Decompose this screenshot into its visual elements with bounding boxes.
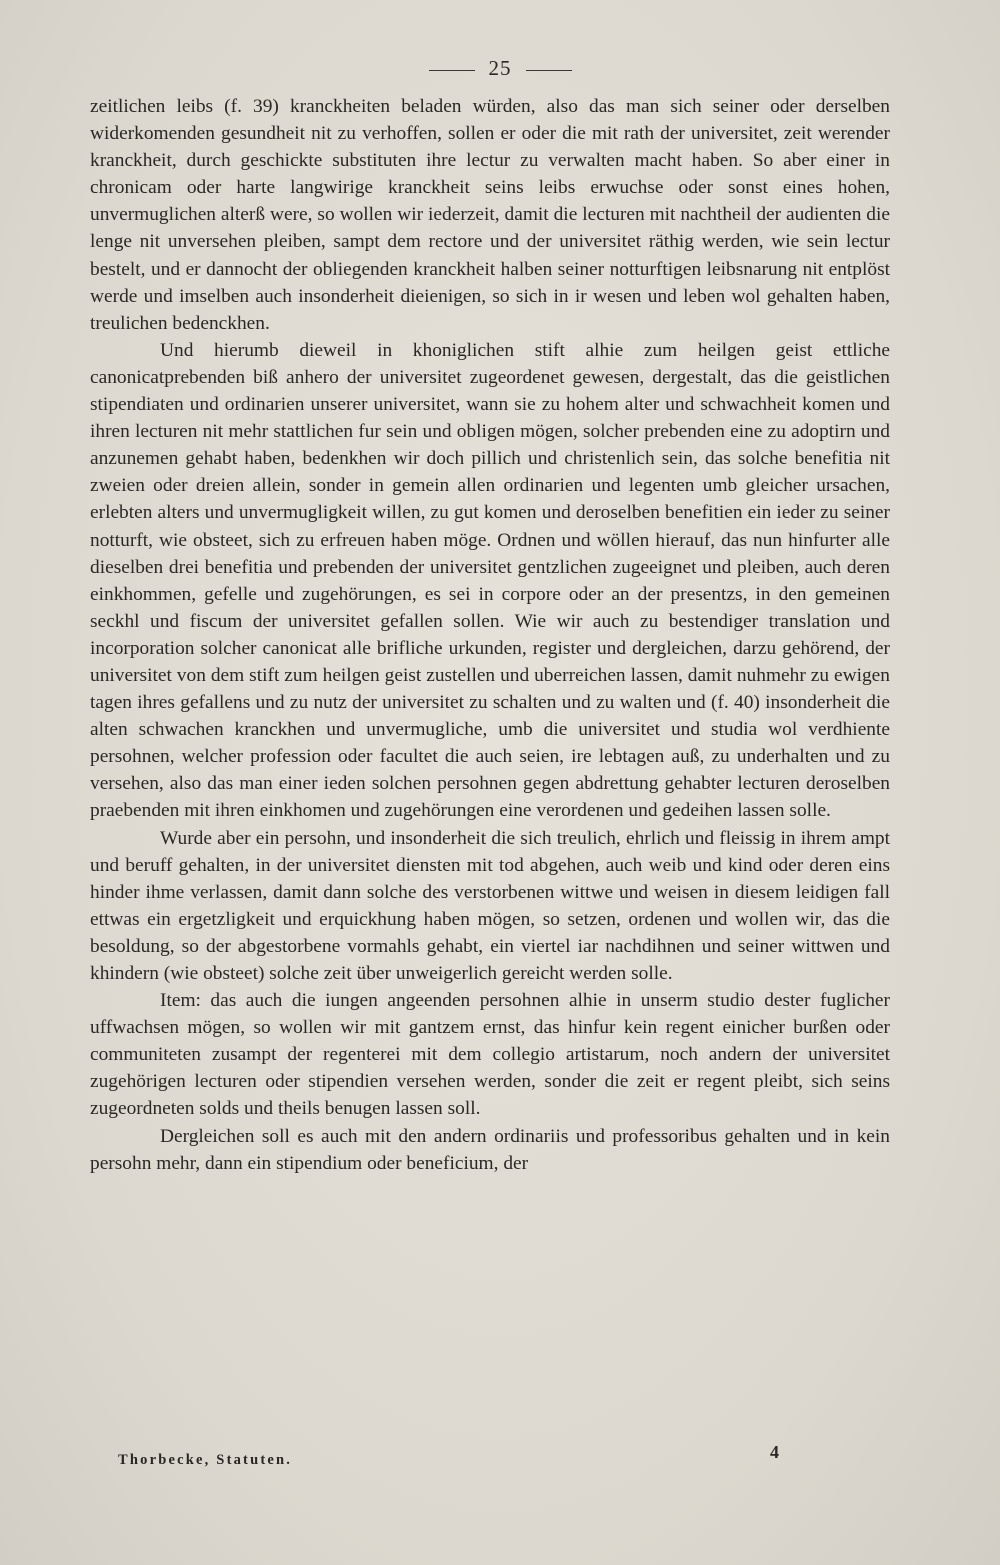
paragraph: Dergleichen soll es auch mit den andern ordinariis und professoribus gehalten und in kein persohn mehr, dann ein stipendium oder beneficium, der: [90, 1125, 890, 1174]
page-number: 25: [488, 56, 512, 80]
paragraph: Item: das auch die iungen angeenden persohnen alhie in unserm studio dester fuglicher uffwachsen mögen, so wollen wir mit gantzem ernst, das hinfur kein regent einicher burßen oder communiteten zusampt der regenterei mit dem collegio artistarum, noch andern der universitet zugehörigen lecturen oder stipendien versehen werden, sonder die zeit er regent pleibt, sich seins zugeordneten solds und theils benugen lassen soll.: [90, 990, 890, 1120]
header-rule-left: [429, 70, 475, 71]
header-rule-right: [526, 70, 572, 71]
paragraph: Und hierumb dieweil in khoniglichen stift alhie zum heilgen geist ettliche canonicatprebenden biß anhero der universitet zugeordenet gewesen, dergestalt, das die geistlichen stipendiaten und ordinarien unserer universitet, wann sie zu hohem alter und schwachheit komen und ihren lecturen nit mehr stattlichen fur sein und obligen mögen, solcher prebenden eine zu adoptirn und anzunemen gehabt haben, bedenkhen wir doch pillich und christenlich sein, das solche benefitia nit zweien oder dreien allein, sonder in gemein allen ordinarien und legenten umb gleicher ursachen, erlebten alters und unvermugligkeit willen, zu gut komen und deroselben benefitien ein ieder zu seiner notturft, wie obsteet, sich zu erfreuen haben möge. Ordnen und wöllen hierauf, das nun hinfurter alle dieselben drei benefitia und prebenden der universitet gentzlichen zugeeignet und pleiben, auch deren einkhommen, gefelle und zugehörungen, es sei in corpore oder an der presentzs, in den gemeinen seckhl und fiscum der universitet gefallen sollen. Wie wir auch zu bestendiger translation und incorporation solcher canonicat alle brifliche urkunden, register und dergleichen, darzu gehörend, der universitet von dem stift zum heilgen geist zustellen und uberreichen lassen, damit nuhmehr zu ewigen tagen ihres gefallens und zu nutz der universitet zu schalten und zu walten und (f. 40) insonderheit die alten schwachen kranckhen und unvermugliche, umb die universitet und studia wol verdhiente persohnen, welcher profession oder facultet die auch seien, ire lebtagen auß, zu underhalten und zu versehen, also das man einer ieden solchen persohnen gegen abdrettung gehabter lecturen deroselben praebenden mit ihren einkhomen und zugehörungen eine verordenen und gedeihen lassen solle.: [90, 339, 890, 822]
footer-signature: Thorbecke, Statuten.: [118, 1452, 293, 1468]
footer-sheet-number: 4: [770, 1442, 779, 1462]
page-header: [0, 56, 1000, 81]
paragraph: zeitlichen leibs (f. 39) kranckheiten beladen würden, also das man sich seiner oder derselben widerkomenden gesundheit nit zu verhoffen, sollen er oder die mit rath der universitet, zeit werender kranckheit, durch geschickte substituten ihre lectur zu verwalten macht haben. So aber einer in chronicam oder harte langwirige kranckheit seins leibs erwuchse oder sonst eines hohen, unvermuglichen alterß were, so wollen wir iederzeit, damit die lecturen mit nachtheil der audienten die lenge nit unversehen pleiben, sampt dem rectore und der universitet räthig werden, wie sein lectur bestelt, und er dannocht der obliegenden kranckheit halben seiner notturftigen leibsnarung nit entplöst werde und imselben auch insonderheit dieienigen, so sich in ir wesen und leben wol gehalten haben, treulichen bedenckhen.: [90, 96, 890, 334]
paragraph: Wurde aber ein persohn, und insonderheit die sich treulich, ehrlich und fleissig in ihrem ampt und beruff gehalten, in der universitet diensten mit tod abgehen, auch weib und kind oder deren eins hinder ihme verlassen, damit dann solche des verstorbenen wittwe und weisen in diesem leidigen fall ettwas ein ergetzligkeit und erquickhung haben mögen, so setzen, ordenen und wollen wir, das die besoldung, so der abgestorbene vormahls gehabt, ein viertel iar nachdihnen und seiner wittwen und khindern (wie obsteet) solche zeit über unweigerlich gereicht werden solle.: [90, 827, 890, 984]
body-text: [90, 93, 890, 1177]
